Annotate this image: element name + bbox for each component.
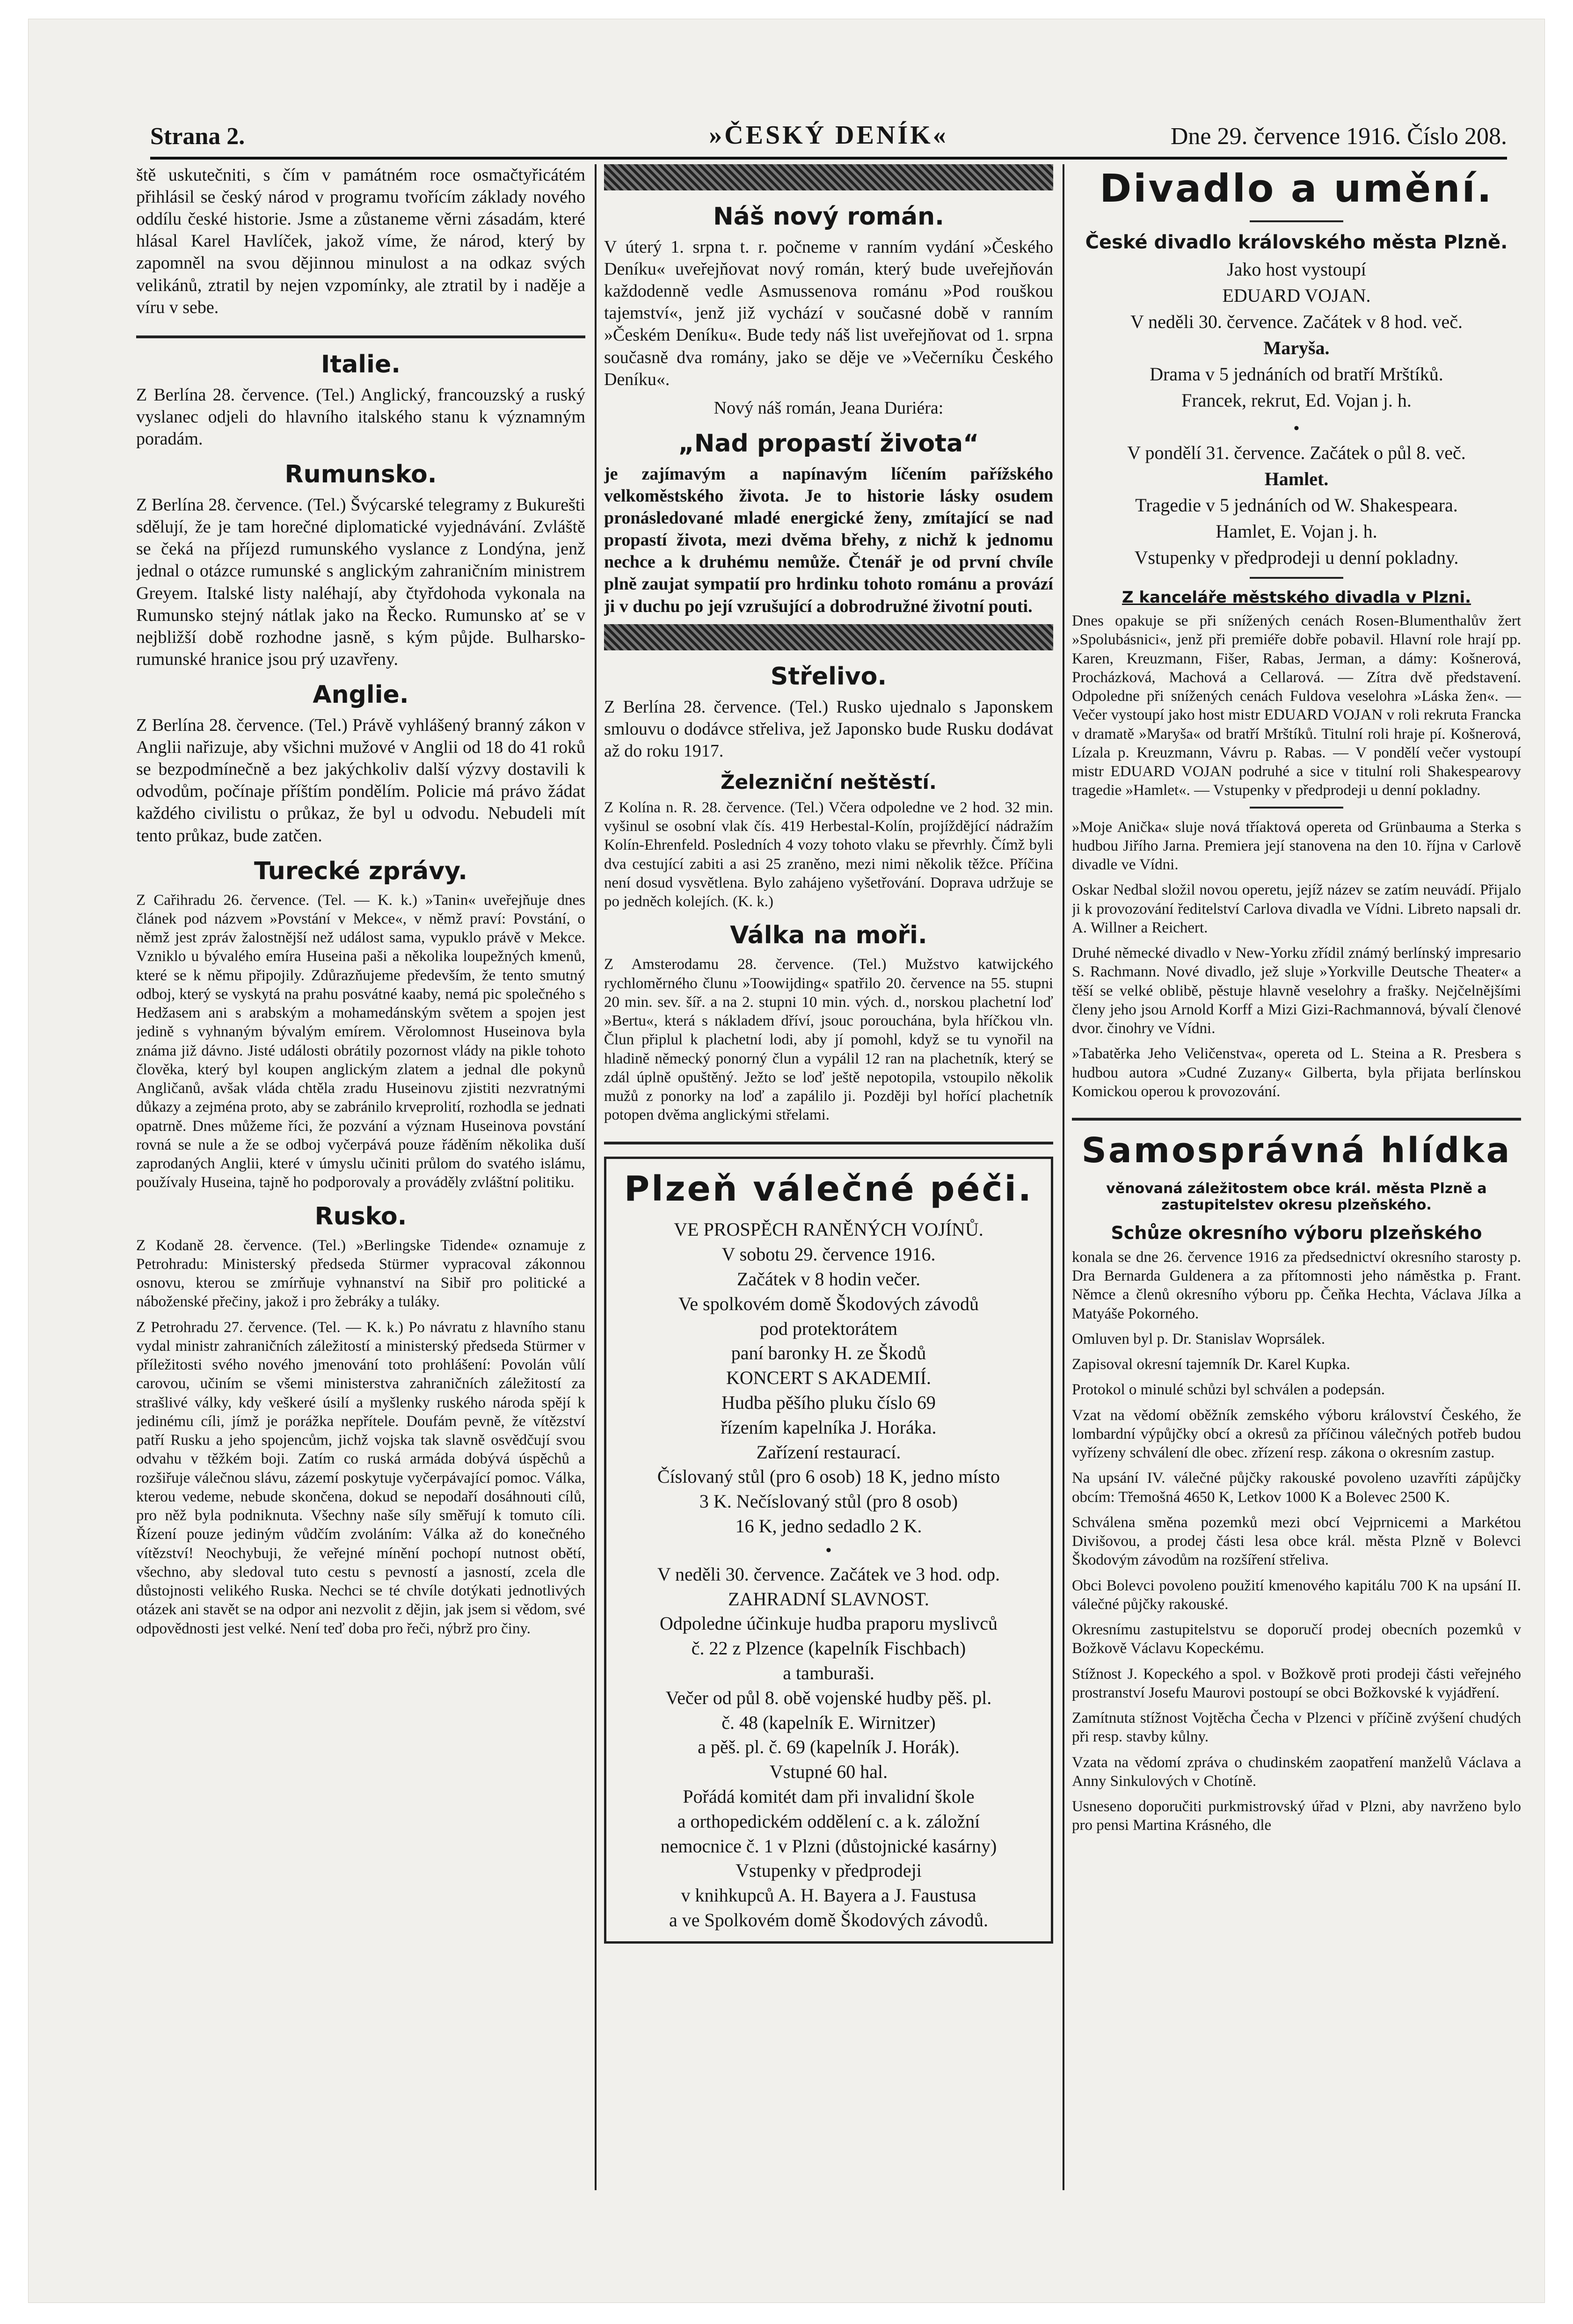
ad-line: Pořádá komitét dam při invalidní škole — [683, 1785, 975, 1807]
page-label: Strana 2. — [150, 123, 245, 150]
ad-line: Číslovaný stůl (pro 6 osob) 18 K, jedno místo — [657, 1466, 1000, 1487]
ad-line: č. 48 (kapelník E. Wirnitzer) — [721, 1712, 936, 1733]
heading-rumunsko: Rumunsko. — [284, 460, 437, 489]
ad-separator: • — [826, 1541, 831, 1559]
ad-line: Začátek v 8 hodin večer. — [736, 1268, 921, 1289]
separator — [1250, 577, 1343, 579]
ad-line: V sobotu 29. července 1916. — [721, 1244, 936, 1265]
meeting-paragraph: Vzata na vědomí zpráva o chudinském zaopatření manželů Václava a Anny Sinkulových v Chotíně. — [1072, 1754, 1521, 1790]
news-item: »Moje Anička« sluje nová tříaktová opereta od Grünbauma a Sterka s hudbou Jiřího Jarna. Premiera její stanovena na den 10. října v Carlově divadle ve Vídni. — [1072, 818, 1521, 874]
heading-turecke-zpravy: Turecké zprávy. — [254, 857, 468, 885]
heading-anglie: Anglie. — [313, 680, 409, 709]
decorative-band — [604, 624, 1053, 650]
article-anglie: Z Berlína 28. července. (Tel.) Právě vyhlášený branný zákon v Anglii nařizuje, aby všichni mužové v Anglii od 18 do 41 roků se bezpodmínečně a bez jakýchkoliv další výzvy dostavili k odvodům, počínaje příštím pondělím. Policie má právo žádat každého civilistu o průkaz, že byl u odvodu. Nebudeli mít tento průkaz, bude zatčen. — [136, 715, 585, 845]
column-1 — [136, 164, 585, 2190]
decorative-band — [604, 164, 1053, 190]
article-valka-na-mori: Z Amsterodamu 28. července. (Tel.) Mužstvo katwijckého rychloměrného člunu »Toowijding« spatřilo 20. července na 55. stupni 20 min. sev. šíř. a na 2. stupni 10 min. vých. d., norskou plachetní loď »Bertu«, která s nákladem dříví, jsouc porouchána, byla hříčkou vln. Člun připlul k plachetní lodi, aby jí pomohl, když se tu vynořil na hladině německý ponorný člun a vypálil 12 ran na plachetník, který se zdál úplně opuštěný. Ježto se loď ještě nepotopila, vstoupilo několik mužů z ponorky na loď a zapálilo ji. Později byl hořící plachetník potopen dvěma anglickými střelami. — [604, 956, 1053, 1124]
intro-paragraph: ště uskutečniti, s čím v památném roce osmačtyřicátém přihlásil se český národ v programu tvořícím základy nového oddílu české historie. Jsme a zůstaneme věrni zásadám, které hlásal Karel Havlíček, jakož víme, že národ, který by zapomněl na svou dějinnou minulost a na odkaz svých velikánů, ztratil by nejen vzpomínky, ale ztratil by i naděje a víru v sebe. — [136, 165, 585, 317]
ad-line: nemocnice č. 1 v Plzni (důstojnické kasárny) — [660, 1835, 997, 1857]
section-rule — [1072, 1118, 1521, 1121]
ad-line: č. 22 z Plzence (kapelník Fischbach) — [691, 1638, 966, 1659]
theatre-heading: České divadlo královského města Plzně. — [1085, 232, 1508, 254]
date-and-issue: Dne 29. července 1916. Číslo 208. — [1170, 123, 1507, 150]
perf-line: Vstupenky v předprodeji u denní pokladny. — [1134, 547, 1459, 568]
meeting-paragraph: Okresnímu zastupitelstvu se doporučí prodej obecních pozemků v Božkově Václavu Kopeckému. — [1072, 1621, 1521, 1657]
ad-title: Plzeň válečné péči. — [624, 1168, 1034, 1209]
meeting-paragraph: Schválena směna pozemků mezi obcí Vejprnicemi a Markétou Divišovou, a prodej části lesa obce král. města Plzně v Bolevci Škodovým závodům na rozšíření střeliva. — [1072, 1514, 1521, 1569]
novel-paragraph-1: V úterý 1. srpna t. r. počneme v ranním vydání »Českého Deníku« uveřejňovat nový román, který bude uveřejňován každodenně vedle Asmussenova románu »Pod rouškou tajemství«, jenž již vychází v současné době v ranním »Českém Deníku«. Bude tedy náš list uveřejňovat od 1. srpna současně dva romány, jako se děje ve »Večerníku Českého Deníku«. — [604, 237, 1053, 389]
meeting-paragraph: Omluven byl p. Dr. Stanislav Woprsálek. — [1072, 1330, 1325, 1348]
perf-line: Hamlet. — [1264, 468, 1329, 490]
meeting-paragraph: Zapisoval okresní tajemník Dr. Karel Kupka. — [1072, 1356, 1350, 1373]
column-divider-2 — [1063, 164, 1064, 2190]
ad-line: Ve spolkovém domě Škodových závodů — [678, 1293, 979, 1314]
article-rusko-1: Z Kodaně 28. července. (Tel.) »Berlingske Tidende« oznamuje z Petrohradu: Ministerský předseda Stürmer vypracoval zákonnou osnovu, kterou se zmírňuje vyhnanství na Sibiř pro politické a náboženské přečiny, jakož i pro žebráky a tuláky. — [136, 1237, 585, 1311]
masthead: »ČESKÝ DENÍK« — [709, 121, 948, 150]
ad-line: V neděli 30. července. Začátek ve 3 hod. odp. — [657, 1563, 1000, 1585]
ad-line: 16 K, jedno sedadlo 2 K. — [735, 1515, 922, 1537]
meeting-paragraph: konala se dne 26. července 1916 za předsednictví okresního starosty p. Dra Bernarda Guldenera a za přítomnosti jeho náměstka p. Frant. Němce a členů okresního výboru pp. Čeňka Hechta, Václava Jílka a Matyáše Pokorného. — [1072, 1248, 1521, 1322]
perf-line: Maryša. — [1263, 337, 1330, 359]
section-rule — [604, 1142, 1053, 1144]
ad-line: řízením kapelníka J. Horáka. — [721, 1416, 937, 1438]
office-heading: Z kanceláře městského divadla v Plzni. — [1121, 588, 1471, 607]
novel-title: „Nad propastí života“ — [678, 429, 979, 458]
ad-line: KONCERT S AKADEMIÍ. — [726, 1367, 931, 1389]
meeting-paragraph: Obci Bolevci povoleno použití kmenového kapitálu 700 K na upsání II. válečné půjčky rakouské. — [1072, 1577, 1521, 1613]
ad-line: Hudba pěšího pluku číslo 69 — [721, 1391, 936, 1413]
ad-line: ZAHRADNÍ SLAVNOST. — [728, 1588, 929, 1610]
header-rule — [150, 157, 1507, 160]
ad-line: paní baronky H. ze Škodů — [731, 1342, 926, 1364]
column-2 — [604, 164, 1053, 2190]
ad-line: Vstupenky v předprodeji — [736, 1860, 922, 1881]
ad-line: a orthopedickém oddělení c. a k. záložní — [677, 1810, 980, 1832]
heading-valka-na-mori: Válka na moři. — [730, 921, 927, 950]
ad-line: pod protektorátem — [759, 1318, 898, 1339]
meeting-heading: Schůze okresního výboru plzeňského — [1111, 1222, 1482, 1243]
column-3 — [1072, 164, 1521, 2190]
perf-line: Hamlet, E. Vojan j. h. — [1216, 521, 1377, 542]
meeting-paragraph: Vzat na vědomí oběžník zemského výboru království Českého, že lombardní výpůjčky obcí a okresů za příčinou válečných potřeb budou vyřízeny schválení dle obec. zřízení resp. zákona o okresním zastup. — [1072, 1406, 1521, 1462]
perf-line: Jako host vystoupí — [1227, 259, 1366, 280]
newspaper-page — [28, 19, 1545, 2303]
ad-line: a ve Spolkovém domě Škodových závodů. — [669, 1909, 989, 1931]
meeting-paragraph: Protokol o minulé schůzi byl schválen a podepsán. — [1072, 1381, 1385, 1399]
novel-paragraph-2: Nový náš román, Jeana Duriéra: — [714, 398, 944, 418]
news-item: Druhé německé divadlo v New-Yorku zřídil známý berlínský impresario S. Rachmann. Nové divadlo, jež sluje »Yorkville Deutsche Theater« a těší se velké oblibě, pěstuje hlavně veselohry a frašky. Nejčelnějšími členy jeho jsou Arnold Korff a Mizi Gizi-Rachmannová, bývalí členové dvor. činohry ve Vídni. — [1072, 945, 1521, 1037]
news-item: »Tabatěrka Jeho Veličenstva«, opereta od L. Steina a R. Presbera s hudbou autora »Cudné Zuzany« Gilberta, byla přijata berlínskou Komickou operou k provozování. — [1072, 1045, 1521, 1100]
ad-line: Vstupné 60 hal. — [769, 1761, 888, 1783]
charity-advertisement — [604, 1157, 1053, 1944]
perf-line: Drama v 5 jednáních od bratří Mrštíků. — [1150, 364, 1443, 385]
ad-line: v knihkupců A. H. Bayera a J. Faustusa — [681, 1885, 976, 1906]
article-turecke-zpravy: Z Cařihradu 26. července. (Tel. — K. k.) »Tanin« uveřejňuje dnes článek pod názvem »Povstání v Mekce«, v němž praví: Povstání, o němž jest zpráv žalostnější než událost sama, vypuklo právě v Mekce. Vzniklo u bývalého emíra Huseina paši a několika loupežných kmenů, které se k němu připojily. Zdůrazňujeme především, že tento smutný odboj, který se vyskytá na prahu posvátné kaaby, nemá pic společného s Hedžasem ani s arabským a mohamedánským světem a spojen jest jedině s vyhnaným bývalým emírem. Věrolomnost Huseinova byla známa již dávno. Jisté události obrátily pozornost vlády na pikle tohoto člověka, který byl koupen anglickým zlatem a jednal dle pokynů Angličanů, avšak vláda chtěla zradu Huseinovu zjistiti nezvratnými důkazy a zejména proto, aby se zabránilo krveprolití, rozhodla se jednati opatrně. Dnes můžeme říci, že pozvání a význam Huseinova povstání rovná se nule a že se odboj vyčerpává pouze řáděním několika duší zaprodaných Anglii, které v úmyslu učiniti průlom do svatého islámu, používaly Huseina, tajně ho podporovaly a prováděly zvláštní politiku. — [136, 891, 585, 1191]
page-header — [150, 99, 1507, 160]
meeting-paragraph: Stížnost J. Kopeckého a spol. v Božkově proti prodeji části veřejného prostranství Josefu Maurovi postoupí se obci Božkovské k vyjádření. — [1072, 1665, 1521, 1701]
article-strelivo: Z Berlína 28. července. (Tel.) Rusko ujednalo s Japonskem smlouvu o dodávce střeliva, jež Japonsko bude Rusku dodávat až do roku 1917. — [604, 697, 1053, 761]
ad-line: Zařízení restaurací. — [756, 1441, 901, 1463]
municipal-subtitle: věnovaná záležitostem obce král. města Plzně a zastupitelstev okresu plzeňského. — [1106, 1180, 1487, 1213]
ad-line: Večer od půl 8. obě vojenské hudby pěš. pl. — [665, 1687, 992, 1708]
ad-line: 3 K. Nečíslovaný stůl (pro 8 osob) — [699, 1491, 958, 1512]
perf-line: Francek, rekrut, Ed. Vojan j. h. — [1181, 390, 1412, 411]
heading-italie: Italie. — [321, 350, 401, 379]
ad-line: a pěš. pl. č. 69 (kapelník J. Horák). — [698, 1736, 960, 1758]
perf-line: Tragedie v 5 jednáních od W. Shakespeara. — [1135, 495, 1458, 516]
perf-line: V pondělí 31. července. Začátek o půl 8. več. — [1127, 442, 1466, 464]
novel-paragraph-3: je zajímavým a napínavým líčením pařížského velkoměstského života. Je to historie lásky osudem pronásledované mladé energické ženy, zmítající se nad propastí života, mezi dvěma břehy, z nichž k jednomu nechce a k druhému nemůže. Čtenář je od první chvíle plně zaujat sympatií pro hrdinku tohoto románu a provází ji v duchu po její vzrušující a dobrodružné životní pouti. — [604, 464, 1053, 616]
meeting-paragraph: Na upsání IV. válečné půjčky rakouské povoleno uzavříti zápůjčky obcím: Třemošná 4650 K, Letkov 1000 K a Bolevec 2500 K. — [1072, 1470, 1521, 1506]
heading-novel: Náš nový román. — [713, 203, 944, 231]
heading-samospravna-hlidka: Samosprávná hlídka — [1081, 1130, 1512, 1171]
perf-separator: • — [1294, 420, 1299, 437]
separator — [1250, 220, 1343, 222]
separator — [1250, 807, 1343, 809]
heading-divadlo-a-umeni: Divadlo a umění. — [1100, 167, 1493, 211]
ad-line: a tamburaši. — [783, 1662, 874, 1683]
article-zeleznicni-nestesti: Z Kolína n. R. 28. července. (Tel.) Včera odpoledne ve 2 hod. 32 min. vyšinul se osobní vlak čís. 419 Herbestal-Kolín, projíždějící nádražím Kolín-Ehrenfeld. Posledních 4 vozy tohoto vlaku se převrhly. Čímž byli dva cestující zabiti a asi 25 zraněno, mezi nimi několik těžce. Příčina není dosud vysvětlena. Bylo zahájeno vyšetřování. Doprava udržuje se po jedněch kolejích. (K. k.) — [604, 799, 1053, 911]
article-italie: Z Berlína 28. července. (Tel.) Anglický, francouzský a ruský vyslanec odjeli do hlavního italského stanu k významným poradám. — [136, 385, 585, 449]
performance-1 — [1072, 258, 1521, 412]
article-rusko-2: Z Petrohradu 27. července. (Tel. — K. k.) Po návratu z hlavního stanu vydal ministr zahraničních záležitostí a ministerský předseda Stürmer v příležitosti svého nového jmenování toto prohlášení: Povolán vůlí carovou, učiním se všemi ministerstva zahraničních záležitostí za strašlivé války, kdy veškeré úsilí a myšlenky ruského národa spějí k jedinému cíli, jímž je porážka nepřítele. Doufám pevně, že vítězství patří Rusku a jeho spojencům, jichž vojska tak slavně osvědčují svou odvahu v těžkém boji. Zatím co ruská armáda dobývá úspěchů a rozšiřuje válečnou slávu, zázemí poskytuje vyčerpávající pomoc. Válka, kterou vedeme, nebude skončena, dokud se nepodaří dosáhnouti cílů, pro něž byla podniknuta. Všechny naše síly směřují k tomuto cíli. Řízení pouze jediným vůdčím zvoláním: Válka až do konečného vítězství! Neochybuji, že veřejné mínění pochopí nutnost obětí, všechno, aby sledoval tuto cestu s pevností a jasností, zcela dle důstojnosti velikého Ruska. Nechci se té chvíle dotýkati jednotlivých otázek ani stavět se na odpor ani nezvolit z dějin, jak jsem si vědom, své odpovědnosti jest velké. Není teď doba pro řeči, nýbrž pro činy. — [136, 1319, 585, 1637]
perf-line: EDUARD VOJAN. — [1222, 285, 1371, 306]
article-rumunsko: Z Berlína 28. července. (Tel.) Švýcarské telegramy z Bukurešti sdělují, že je tam horečné diplomatické vyjednávání. Zvláště se čeká na příjezd rumunského vyslance z Londýna, jenž jednal o otázce rumunské s anglickým zahraničním ministrem Greyem. Italské listy naléhají, aby čtyřdohoda vykonala na Rumunsko stejný nátlak jako na Řecko. Rumunsko ať se v nejbližší době rozhodne jasně, s kým půjde. Bulharsko-rumunské hranice jsou prý uzavřeny. — [136, 495, 585, 669]
heading-strelivo: Střelivo. — [770, 662, 887, 691]
perf-line: V neděli 30. července. Začátek v 8 hod. več. — [1130, 311, 1463, 333]
meeting-paragraph: Usneseno doporučiti purkmistrovský úřad v Plzni, aby navrženo bylo pro pensi Martina Krásného, dle — [1072, 1798, 1521, 1834]
news-item: Oskar Nedbal složil novou operetu, jejíž název se zatím neuvádí. Přijalo ji k provozování ředitelství Carlova divadla ve Vídni. Libreto napsali dr. A. Willner a Reichert. — [1072, 882, 1521, 936]
ad-line: VE PROSPĚCH RANĚNÝCH VOJÍNŮ. — [674, 1219, 983, 1240]
section-rule — [136, 335, 585, 338]
column-divider-1 — [595, 164, 597, 2190]
meeting-paragraph: Zamítnuta stížnost Vojtěcha Čecha v Plzenci v příčině zvýšení chudých při resp. stavby kůlny. — [1072, 1710, 1521, 1746]
heading-zeleznicni-nestesti: Železniční neštěstí. — [721, 770, 937, 794]
performance-2 — [1072, 441, 1521, 569]
office-paragraph: Dnes opakuje se při snížených cenách Rosen-Blumenthalův žert »Spolubásnici«, jenž při premiéře dobře pobavil. Hlavní role hrají pp. Karen, Kreuzmann, Fišer, Rabas, Jerman, a dámy: Košnerová, Procházková, Machová a Cellarová. — Zítra dvě představení. Odpoledne při snížených cenách Fuldova veselohra »Láska žen«. — Večer vystoupí jako host mistr EDUARD VOJAN v roli rekruta Francka v dramatě »Maryša« od bratří Mrštíků. Titulní roli hraje pí. Košnerová, Lízala p. Kreuzmann, Vávru p. Rabas. — V pondělí večer vystoupí mistr EDUARD VOJAN podruhé a sice v titulní roli Shakespearovy tragedie »Hamlet«. — Vstupenky v předprodeji u denní pokladny. — [1072, 612, 1521, 799]
heading-rusko: Rusko. — [314, 1202, 407, 1231]
ad-line: Odpoledne účinkuje hudba praporu myslivců — [659, 1613, 998, 1634]
